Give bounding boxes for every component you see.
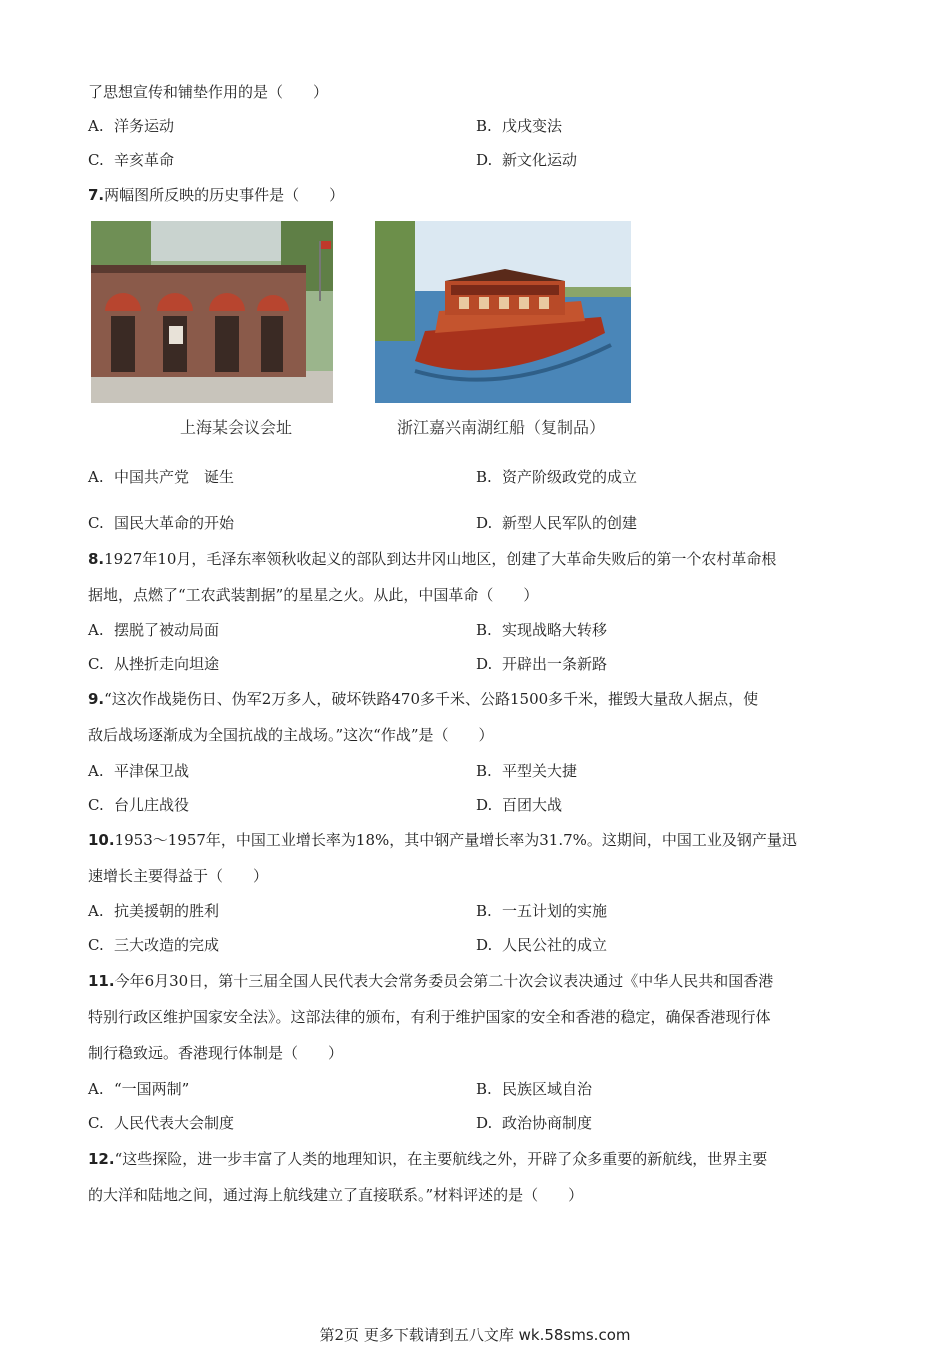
q7-option-a[interactable] — [88, 467, 234, 487]
option-text: 人民公社的成立 — [502, 936, 608, 954]
option-letter: D. — [476, 1114, 493, 1132]
q9-option-c[interactable] — [88, 795, 189, 815]
q10-option-b[interactable] — [476, 901, 607, 921]
option-letter: A. — [88, 468, 104, 486]
option-text: 资产阶级政党的成立 — [502, 468, 638, 486]
option-letter: B. — [476, 902, 492, 920]
option-letter: B. — [476, 117, 492, 135]
q10-stem-line-1 — [88, 830, 797, 850]
q12-stem-line-2: 的大洋和陆地之间，通过海上航线建立了直接联系。”材料评述的是（ ） — [88, 1186, 584, 1204]
option-letter: C. — [88, 655, 104, 673]
option-text: 实现战略大转移 — [502, 621, 608, 639]
meeting-site-photo — [91, 221, 333, 403]
q11-option-a[interactable] — [88, 1079, 189, 1099]
q6-stem-tail: 了思想宣传和铺垫作用的是（ ） — [88, 83, 329, 101]
page-footer — [0, 1324, 950, 1345]
question-number: 9. — [88, 690, 105, 708]
option-text: “一国两制” — [114, 1080, 190, 1098]
option-letter: D. — [476, 655, 493, 673]
option-text: 戊戌变法 — [502, 117, 563, 135]
option-text: 开辟出一条新路 — [502, 655, 608, 673]
option-letter: A. — [88, 621, 104, 639]
option-text: 国民大革命的开始 — [114, 514, 235, 532]
meeting-site-caption: 上海某会议会址 — [180, 418, 293, 437]
option-text: 抗美援朝的胜利 — [114, 902, 220, 920]
q7-option-d[interactable] — [476, 513, 637, 533]
option-text: 台儿庄战役 — [114, 796, 190, 814]
red-boat-caption: 浙江嘉兴南湖红船（复制品） — [397, 418, 606, 437]
q8-stem-line-1 — [88, 549, 776, 569]
q8-option-c[interactable] — [88, 654, 219, 674]
option-text: 人民代表大会制度 — [114, 1114, 235, 1132]
option-text: 中国共产党 诞生 — [114, 468, 235, 486]
option-text: 新型人民军队的创建 — [502, 514, 638, 532]
q9-stem-line-2: 敌后战场逐渐成为全国抗战的主战场。”这次“作战”是（ ） — [88, 726, 494, 744]
q10-option-a[interactable] — [88, 901, 219, 921]
option-letter: C. — [88, 796, 104, 814]
option-letter: C. — [88, 514, 104, 532]
question-text: 两幅图所反映的历史事件是（ ） — [104, 186, 345, 204]
option-letter: C. — [88, 151, 104, 169]
option-letter: D. — [476, 936, 493, 954]
q7-stem — [88, 185, 344, 205]
question-text: “这次作战毙伤日、伪军2万多人，破坏铁路470多千米、公路1500多千米，摧毁大量敌人据点，使 — [104, 690, 759, 708]
option-letter: A. — [88, 762, 104, 780]
q11-option-d[interactable] — [476, 1113, 592, 1133]
q7-option-c[interactable] — [88, 513, 234, 533]
question-number: 12. — [88, 1150, 115, 1168]
q11-option-c[interactable] — [88, 1113, 234, 1133]
footer-link[interactable]: wk.58sms.com — [518, 1326, 631, 1344]
option-letter: A. — [88, 117, 104, 135]
q8-option-d[interactable] — [476, 654, 607, 674]
footer-text: 更多下载请到五八文库 — [363, 1326, 514, 1344]
q8-option-a[interactable] — [88, 620, 219, 640]
question-text: “这些探险，进一步丰富了人类的地理知识，在主要航线之外，开辟了众多重要的新航线，世界主要 — [114, 1150, 768, 1168]
q10-option-d[interactable] — [476, 935, 607, 955]
option-text: 辛亥革命 — [114, 151, 175, 169]
question-text: 1927年10月，毛泽东率领秋收起义的部队到达井冈山地区，创建了大革命失败后的第一个农村革命根 — [104, 550, 777, 568]
option-letter: D. — [476, 514, 493, 532]
q6-option-d[interactable] — [476, 150, 577, 170]
q6-option-c[interactable] — [88, 150, 174, 170]
option-text: 摆脱了被动局面 — [114, 621, 220, 639]
q8-stem-line-2: 据地，点燃了“工农武装割据”的星星之火。从此，中国革命（ ） — [88, 586, 539, 604]
question-number: 10. — [88, 831, 115, 849]
option-letter: C. — [88, 936, 104, 954]
q11-option-b[interactable] — [476, 1079, 592, 1099]
red-boat-photo — [375, 221, 631, 403]
option-text: 一五计划的实施 — [502, 902, 608, 920]
option-text: 政治协商制度 — [502, 1114, 593, 1132]
q9-stem-line-1 — [88, 689, 758, 709]
q8-option-b[interactable] — [476, 620, 607, 640]
q7-option-b[interactable] — [476, 467, 637, 487]
q9-option-a[interactable] — [88, 761, 189, 781]
q10-stem-line-2: 速增长主要得益于（ ） — [88, 867, 269, 885]
page-number: 第2页 — [319, 1326, 360, 1344]
q11-stem-line-3: 制行稳致远。香港现行体制是（ ） — [88, 1044, 344, 1062]
question-number: 7. — [88, 186, 105, 204]
option-letter: B. — [476, 621, 492, 639]
q10-option-c[interactable] — [88, 935, 219, 955]
option-letter: C. — [88, 1114, 104, 1132]
q6-option-b[interactable] — [476, 116, 562, 136]
option-text: 从挫折走向坦途 — [114, 655, 220, 673]
option-text: 平津保卫战 — [114, 762, 190, 780]
option-letter: B. — [476, 468, 492, 486]
question-text: 1953～1957年，中国工业增长率为18%，其中钢产量增长率为31.7%。这期间，中国工业及钢产量迅 — [114, 831, 797, 849]
option-letter: A. — [88, 902, 104, 920]
option-text: 洋务运动 — [114, 117, 175, 135]
q9-option-b[interactable] — [476, 761, 577, 781]
option-letter: D. — [476, 151, 493, 169]
option-text: 平型关大捷 — [502, 762, 578, 780]
q6-option-a[interactable] — [88, 116, 174, 136]
q11-stem-line-1 — [88, 971, 773, 991]
option-text: 民族区域自治 — [502, 1080, 593, 1098]
option-text: 新文化运动 — [502, 151, 578, 169]
question-number: 8. — [88, 550, 105, 568]
option-letter: B. — [476, 762, 492, 780]
q9-option-d[interactable] — [476, 795, 562, 815]
q12-stem-line-1 — [88, 1149, 767, 1169]
option-text: 三大改造的完成 — [114, 936, 220, 954]
question-number: 11. — [88, 972, 115, 990]
option-letter: A. — [88, 1080, 104, 1098]
q11-stem-line-2: 特别行政区维护国家安全法》。这部法律的颁布，有利于维护国家的安全和香港的稳定，确保香港现行体 — [88, 1008, 771, 1026]
option-letter: D. — [476, 796, 493, 814]
option-letter: B. — [476, 1080, 492, 1098]
question-text: 今年6月30日，第十三届全国人民代表大会常务委员会第二十次会议表决通过《中华人民共和国香港 — [114, 972, 774, 990]
option-text: 百团大战 — [502, 796, 563, 814]
